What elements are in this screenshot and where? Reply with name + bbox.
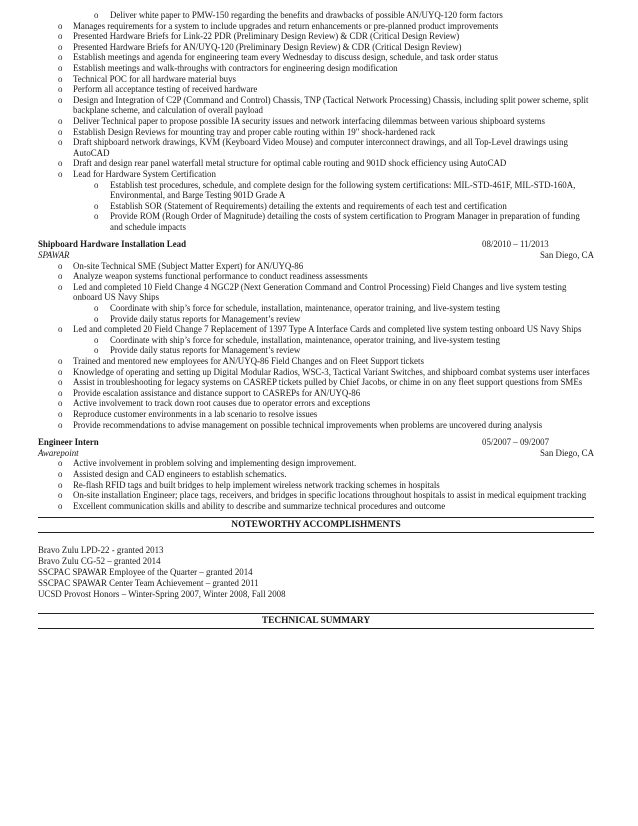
list-item: o Active involvement in problem solving and implementing design improvement. xyxy=(38,458,594,469)
list-item: o Trained and mentored new employees for AN/UYQ-86 Field Changes and on Fleet Support tickets xyxy=(38,356,594,367)
list-item: o Led and completed 20 Field Change 7 Replacement of 1397 Type A Interface Cards and completed live system testing onboard US Navy Ships xyxy=(38,324,594,335)
job-list xyxy=(38,458,594,511)
accomplishments-list xyxy=(38,545,594,600)
list-item: o Led and completed 10 Field Change 4 NGC2P (Next Generation Command and Control Processing) Field Changes and live system testing onboard US Navy Ships xyxy=(38,282,594,303)
job-header xyxy=(38,437,594,448)
list-item: o Provide recommendations to advise management on possible technical improvements when problems are uncovered during analysis xyxy=(38,420,594,431)
accomplishment-item: SSCPAC SPAWAR Employee of the Quarter – granted 2014 xyxy=(38,566,253,577)
accomplishment-item: SSCPAC SPAWAR Center Team Achievement – granted 2011 xyxy=(38,577,259,588)
list-item: o Establish meetings and agenda for engineering team every Wednesday to discuss design, schedule, and task order status xyxy=(38,52,594,63)
job-title: Shipboard Hardware Installation Lead xyxy=(38,239,187,250)
job-organization: SPAWAR xyxy=(38,250,70,261)
list-item: o Re-flash RFID tags and built bridges to help implement wireless network tracking schemes in hospitals xyxy=(38,480,594,491)
list-item: o On-site Technical SME (Subject Matter Expert) for AN/UYQ-86 xyxy=(38,261,594,272)
list-item: o Knowledge of operating and setting up Digital Modular Radios, WSC-3, Tactical Variant Switches, and shipboard combat systems user interfaces xyxy=(38,367,594,378)
list-item: o Establish SOR (Statement of Requirements) detailing the extents and requirements of each test and certification xyxy=(38,201,594,212)
list-item: o Reproduce customer environments in a lab scenario to resolve issues xyxy=(38,409,594,420)
list-item: o Coordinate with ship’s force for schedule, installation, maintenance, operator training, and live-system testing xyxy=(38,303,594,314)
list-item: o Coordinate with ship’s force for schedule, installation, maintenance, operator training, and live-system testing xyxy=(38,335,594,346)
list-item: o Lead for Hardware System Certification xyxy=(38,169,594,180)
top-list xyxy=(38,10,594,232)
accomplishment-item: Bravo Zulu LPD-22 - granted 2013 xyxy=(38,544,164,555)
list-item: o Design and Integration of C2P (Command and Control) Chassis, TNP (Tactical Network Processing) Chassis, including split power scheme, split backplane scheme, and calculation of overall payload xyxy=(38,95,594,116)
list-item: o Establish test procedures, schedule, and complete design for the following system certifications: MIL-STD-461F, MIL-STD-160A, Environmental, and Barge Testing 901D Grade A xyxy=(38,180,594,201)
list-item: o Active involvement to track down root causes due to operator errors and exceptions xyxy=(38,398,594,409)
job-subheader xyxy=(38,448,594,459)
list-item: o Deliver Technical paper to propose possible IA security issues and network interfacing dilemmas between various shipboard systems xyxy=(38,116,594,127)
list-item: o Provide ROM (Rough Order of Magnitude) detailing the costs of system certification to Program Manager in preparation of funding and schedule impacts xyxy=(38,211,594,232)
job-location: San Diego, CA xyxy=(540,250,594,261)
list-item: o Presented Hardware Briefs for AN/UYQ-120 (Preliminary Design Review) & CDR (Critical Design Review) xyxy=(38,42,594,53)
list-item: o Analyze weapon systems functional performance to conduct readiness assessments xyxy=(38,271,594,282)
list-item: o Excellent communication skills and ability to describe and summarize technical procedures and outcome xyxy=(38,501,594,512)
list-item: o Assist in troubleshooting for legacy systems on CASREP tickets pulled by Chief Jacobs, or chime in on any fleet support questions from SMEs xyxy=(38,377,594,388)
job-organization: Awarepoint xyxy=(38,447,79,458)
list-item: o Establish Design Reviews for mounting tray and proper cable routing within 19" shock-hardened rack xyxy=(38,127,594,138)
job-header xyxy=(38,239,594,250)
list-item: o Draft and design rear panel waterfall metal structure for optimal cable routing and 901D shock efficiency using AutoCAD xyxy=(38,158,594,169)
list-item: o Manages requirements for a system to include upgrades and return enhancements or pre-planned product improvements xyxy=(38,21,594,32)
list-item: o Perform all acceptance testing of received hardware xyxy=(38,84,594,95)
list-item: o Establish meetings and walk-throughs with contractors for engineering design modification xyxy=(38,63,594,74)
list-item: o On-site installation Engineer; place tags, receivers, and bridges in specific locations throughout hospitals to assist in medical equipment tracking xyxy=(38,490,594,501)
list-item: o Assisted design and CAD engineers to establish schematics. xyxy=(38,469,594,480)
job-title: Engineer Intern xyxy=(38,437,99,448)
section-heading: NOTEWORTHY ACCOMPLISHMENTS xyxy=(38,517,594,533)
accomplishment-item: UCSD Provost Honors – Winter-Spring 2007, Winter 2008, Fall 2008 xyxy=(38,588,286,599)
list-item: o Deliver white paper to PMW-150 regarding the benefits and drawbacks of possible AN/UYQ-120 form factors xyxy=(38,10,594,21)
job-location: San Diego, CA xyxy=(540,447,594,458)
list-item: o Provide daily status reports for Management’s review xyxy=(38,345,594,356)
list-item: o Technical POC for all hardware material buys xyxy=(38,74,594,85)
job-dates: 08/2010 – 11/2013 xyxy=(482,239,549,250)
job-subheader xyxy=(38,250,594,261)
list-item: o Provide escalation assistance and distance support to CASREPs for AN/UYQ-86 xyxy=(38,388,594,399)
list-item: o Presented Hardware Briefs for Link-22 PDR (Preliminary Design Review) & CDR (Critical Design Review) xyxy=(38,31,594,42)
job-list xyxy=(38,261,594,431)
section-heading: TECHNICAL SUMMARY xyxy=(38,613,594,629)
list-item: o Draft shipboard network drawings, KVM (Keyboard Video Mouse) and computer interconnect drawings, and all Top-Level drawings using AutoCAD xyxy=(38,137,594,158)
accomplishment-item: Bravo Zulu CG-52 – granted 2014 xyxy=(38,555,161,566)
job-dates: 05/2007 – 09/2007 xyxy=(482,437,550,448)
list-item: o Provide daily status reports for Management’s review xyxy=(38,314,594,325)
